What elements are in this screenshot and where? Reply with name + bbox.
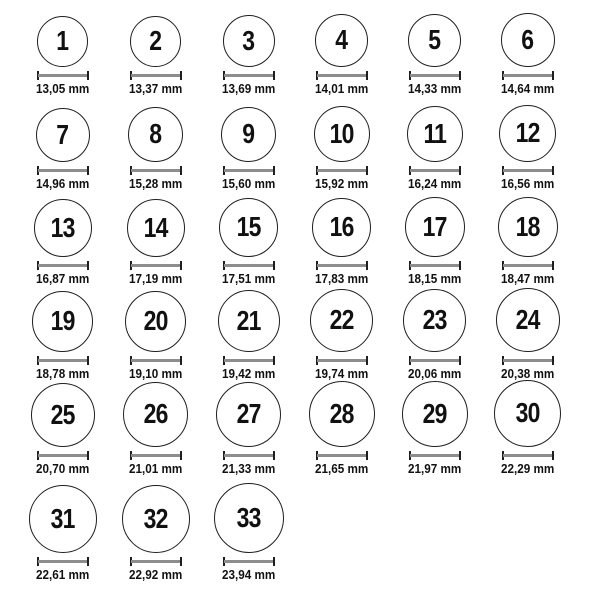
size-circle xyxy=(218,290,280,352)
ruler-right-tick-icon xyxy=(87,356,89,365)
diameter-label: 19,42 mm xyxy=(221,365,276,381)
ruler-right-tick-icon xyxy=(366,356,368,365)
ruler-right-tick-icon xyxy=(552,261,554,270)
ruler-bar-icon xyxy=(317,359,367,362)
ruler-bar-icon xyxy=(38,74,88,77)
size-circle xyxy=(221,107,276,162)
size-number: 8 xyxy=(149,118,162,150)
ruler-right-tick-icon xyxy=(459,71,461,80)
size-circle xyxy=(408,14,461,67)
diameter-ruler xyxy=(37,71,89,80)
ring-size-cell xyxy=(295,100,388,195)
size-number: 9 xyxy=(242,118,255,150)
ruler-bar-icon xyxy=(131,264,181,267)
size-circle xyxy=(314,106,370,162)
diameter-label: 20,06 mm xyxy=(407,365,462,381)
size-number: 24 xyxy=(515,303,540,335)
size-number: 14 xyxy=(143,211,168,243)
diameter-ruler xyxy=(316,261,368,270)
diameter-ruler xyxy=(316,166,368,175)
size-circle xyxy=(494,380,561,447)
size-number: 10 xyxy=(329,117,354,149)
size-number: 32 xyxy=(143,502,168,534)
size-circle xyxy=(310,289,373,352)
diameter-label: 13,37 mm xyxy=(128,80,183,96)
ruler-bar-icon xyxy=(38,454,88,457)
ring-size-cell xyxy=(388,5,481,100)
size-circle xyxy=(125,291,186,352)
ring-size-cell xyxy=(481,5,574,100)
ring-size-cell xyxy=(388,195,481,290)
ruler-right-tick-icon xyxy=(459,261,461,270)
ring-size-cell xyxy=(16,5,109,100)
ring-size-cell xyxy=(295,385,388,480)
diameter-label: 20,38 mm xyxy=(500,365,555,381)
diameter-label: 21,97 mm xyxy=(407,460,462,476)
ruler-right-tick-icon xyxy=(180,71,182,80)
ring-size-cell xyxy=(295,290,388,385)
diameter-ruler xyxy=(316,451,368,460)
ruler-bar-icon xyxy=(38,359,88,362)
diameter-label: 21,01 mm xyxy=(128,460,183,476)
ruler-bar-icon xyxy=(38,264,88,267)
diameter-ruler xyxy=(502,71,554,80)
size-circle xyxy=(309,381,375,447)
size-number: 23 xyxy=(422,304,447,336)
ruler-bar-icon xyxy=(503,359,553,362)
ruler-right-tick-icon xyxy=(273,71,275,80)
ruler-bar-icon xyxy=(131,169,181,172)
ruler-bar-icon xyxy=(317,454,367,457)
ruler-right-tick-icon xyxy=(459,451,461,460)
ruler-right-tick-icon xyxy=(273,356,275,365)
diameter-ruler xyxy=(37,261,89,270)
ring-size-cell xyxy=(202,5,295,100)
diameter-label: 20,70 mm xyxy=(35,460,90,476)
ruler-right-tick-icon xyxy=(87,166,89,175)
ring-size-cell xyxy=(109,385,202,480)
diameter-ruler xyxy=(316,71,368,80)
diameter-label: 19,74 mm xyxy=(314,365,369,381)
size-circle xyxy=(31,383,95,447)
ruler-right-tick-icon xyxy=(273,557,275,566)
ring-size-cell xyxy=(202,290,295,385)
diameter-label: 17,51 mm xyxy=(221,270,276,286)
diameter-ruler xyxy=(223,451,275,460)
diameter-ruler xyxy=(409,356,461,365)
diameter-ruler xyxy=(502,261,554,270)
diameter-ruler xyxy=(130,356,182,365)
ruler-bar-icon xyxy=(131,454,181,457)
diameter-label: 15,92 mm xyxy=(314,175,369,191)
ring-size-cell xyxy=(16,290,109,385)
ruler-bar-icon xyxy=(224,264,274,267)
ruler-right-tick-icon xyxy=(366,261,368,270)
size-circle xyxy=(32,291,93,352)
ruler-right-tick-icon xyxy=(552,71,554,80)
diameter-ruler xyxy=(37,356,89,365)
size-circle xyxy=(405,197,465,257)
ring-size-cell xyxy=(481,195,574,290)
ring-size-cell xyxy=(16,385,109,480)
diameter-label: 13,69 mm xyxy=(221,80,276,96)
ruler-bar-icon xyxy=(317,74,367,77)
ruler-right-tick-icon xyxy=(180,166,182,175)
ruler-bar-icon xyxy=(503,454,553,457)
diameter-label: 17,83 mm xyxy=(314,270,369,286)
size-circle xyxy=(403,289,466,352)
ruler-bar-icon xyxy=(131,74,181,77)
diameter-ruler xyxy=(130,71,182,80)
size-number: 15 xyxy=(236,211,261,243)
diameter-ruler xyxy=(130,261,182,270)
ruler-right-tick-icon xyxy=(180,356,182,365)
diameter-ruler xyxy=(223,71,275,80)
ring-size-cell xyxy=(202,100,295,195)
size-number: 3 xyxy=(242,24,255,56)
diameter-ruler xyxy=(37,451,89,460)
size-number: 29 xyxy=(422,397,447,429)
size-number: 16 xyxy=(329,211,354,243)
diameter-ruler xyxy=(409,166,461,175)
ruler-right-tick-icon xyxy=(273,166,275,175)
diameter-ruler xyxy=(409,261,461,270)
size-circle xyxy=(122,485,190,553)
ring-size-grid xyxy=(16,5,600,586)
size-circle xyxy=(498,197,558,257)
ruler-bar-icon xyxy=(224,74,274,77)
size-number: 28 xyxy=(329,397,354,429)
diameter-label: 14,01 mm xyxy=(314,80,369,96)
ruler-bar-icon xyxy=(503,169,553,172)
ring-size-cell xyxy=(202,385,295,480)
diameter-label: 14,96 mm xyxy=(35,175,90,191)
ruler-bar-icon xyxy=(38,169,88,172)
ruler-right-tick-icon xyxy=(552,451,554,460)
diameter-label: 22,29 mm xyxy=(500,460,555,476)
size-number: 4 xyxy=(335,24,348,56)
size-number: 17 xyxy=(422,210,447,242)
diameter-label: 21,33 mm xyxy=(221,460,276,476)
ring-size-cell xyxy=(481,385,574,480)
ruler-right-tick-icon xyxy=(366,166,368,175)
ruler-right-tick-icon xyxy=(459,166,461,175)
diameter-ruler xyxy=(130,451,182,460)
diameter-label: 18,78 mm xyxy=(35,365,90,381)
size-circle xyxy=(312,198,371,257)
ring-size-cell xyxy=(388,290,481,385)
size-number: 18 xyxy=(515,210,540,242)
size-number: 11 xyxy=(423,117,446,149)
size-number: 2 xyxy=(149,25,162,57)
ring-size-cell xyxy=(202,195,295,290)
ring-size-cell xyxy=(16,100,109,195)
size-number: 6 xyxy=(521,23,534,55)
diameter-ruler xyxy=(37,557,89,566)
size-circle xyxy=(223,15,275,67)
size-circle xyxy=(402,381,468,447)
ring-size-cell xyxy=(481,100,574,195)
ruler-right-tick-icon xyxy=(552,356,554,365)
diameter-label: 15,28 mm xyxy=(128,175,183,191)
diameter-label: 14,33 mm xyxy=(407,80,462,96)
ring-size-cell xyxy=(202,480,295,586)
diameter-label: 18,15 mm xyxy=(407,270,462,286)
size-circle xyxy=(315,14,368,67)
ring-size-cell xyxy=(109,480,202,586)
size-circle xyxy=(499,105,556,162)
ruler-bar-icon xyxy=(503,74,553,77)
size-number: 19 xyxy=(50,305,75,337)
ruler-bar-icon xyxy=(131,359,181,362)
diameter-label: 15,60 mm xyxy=(221,175,276,191)
diameter-ruler xyxy=(502,356,554,365)
ruler-bar-icon xyxy=(224,454,274,457)
size-circle xyxy=(496,288,560,352)
size-number: 30 xyxy=(515,397,540,429)
diameter-label: 23,94 mm xyxy=(221,566,276,582)
diameter-ruler xyxy=(130,166,182,175)
ruler-right-tick-icon xyxy=(366,71,368,80)
ruler-bar-icon xyxy=(410,264,460,267)
diameter-label: 16,87 mm xyxy=(35,270,90,286)
ruler-right-tick-icon xyxy=(87,451,89,460)
ruler-bar-icon xyxy=(410,74,460,77)
size-circle xyxy=(128,107,183,162)
ring-size-cell xyxy=(481,290,574,385)
ruler-right-tick-icon xyxy=(180,451,182,460)
ruler-right-tick-icon xyxy=(87,71,89,80)
ruler-right-tick-icon xyxy=(273,261,275,270)
ring-size-cell xyxy=(109,100,202,195)
size-number: 27 xyxy=(236,398,261,430)
size-number: 22 xyxy=(329,304,354,336)
ruler-right-tick-icon xyxy=(87,261,89,270)
ruler-bar-icon xyxy=(131,560,181,563)
diameter-ruler xyxy=(502,451,554,460)
size-number: 12 xyxy=(515,117,540,149)
ruler-bar-icon xyxy=(410,454,460,457)
size-number: 1 xyxy=(56,25,69,57)
diameter-label: 18,47 mm xyxy=(500,270,555,286)
diameter-ruler xyxy=(316,356,368,365)
ruler-bar-icon xyxy=(317,169,367,172)
diameter-ruler xyxy=(223,166,275,175)
diameter-label: 19,10 mm xyxy=(128,365,183,381)
size-number: 26 xyxy=(143,398,168,430)
diameter-label: 22,92 mm xyxy=(128,566,183,582)
diameter-ruler xyxy=(223,557,275,566)
diameter-ruler xyxy=(223,356,275,365)
size-circle xyxy=(34,199,92,257)
ring-size-cell xyxy=(295,5,388,100)
ruler-bar-icon xyxy=(38,560,88,563)
ruler-right-tick-icon xyxy=(180,557,182,566)
size-circle xyxy=(501,13,555,67)
size-circle xyxy=(216,382,281,447)
ring-size-cell xyxy=(16,480,109,586)
diameter-label: 17,19 mm xyxy=(128,270,183,286)
ruler-right-tick-icon xyxy=(273,451,275,460)
ring-size-cell xyxy=(295,195,388,290)
size-circle xyxy=(123,382,188,447)
diameter-ruler xyxy=(223,261,275,270)
size-circle xyxy=(407,106,463,162)
size-circle xyxy=(29,485,97,553)
size-number: 25 xyxy=(50,398,75,430)
size-circle xyxy=(37,16,88,67)
ruler-right-tick-icon xyxy=(180,261,182,270)
ring-size-cell xyxy=(16,195,109,290)
ruler-bar-icon xyxy=(224,169,274,172)
ruler-right-tick-icon xyxy=(87,557,89,566)
diameter-ruler xyxy=(502,166,554,175)
diameter-ruler xyxy=(409,451,461,460)
ruler-bar-icon xyxy=(410,169,460,172)
size-circle xyxy=(130,16,181,67)
diameter-label: 16,24 mm xyxy=(407,175,462,191)
size-number: 31 xyxy=(50,502,75,534)
ruler-right-tick-icon xyxy=(459,356,461,365)
diameter-ruler xyxy=(409,71,461,80)
ring-size-cell xyxy=(109,290,202,385)
diameter-label: 16,56 mm xyxy=(500,175,555,191)
ring-size-cell xyxy=(388,385,481,480)
size-number: 5 xyxy=(428,24,441,56)
size-number: 20 xyxy=(143,305,168,337)
ring-size-cell xyxy=(388,100,481,195)
ruler-right-tick-icon xyxy=(366,451,368,460)
ruler-bar-icon xyxy=(224,359,274,362)
ruler-bar-icon xyxy=(224,560,274,563)
ruler-bar-icon xyxy=(410,359,460,362)
ruler-right-tick-icon xyxy=(552,166,554,175)
size-circle xyxy=(219,198,278,257)
size-circle xyxy=(214,483,284,553)
size-number: 21 xyxy=(236,304,261,336)
size-circle xyxy=(36,108,90,162)
diameter-ruler xyxy=(130,557,182,566)
diameter-ruler xyxy=(37,166,89,175)
size-number: 13 xyxy=(50,211,75,243)
size-number: 7 xyxy=(56,118,69,150)
diameter-label: 14,64 mm xyxy=(500,80,555,96)
size-number: 33 xyxy=(236,501,261,533)
ruler-bar-icon xyxy=(317,264,367,267)
ruler-bar-icon xyxy=(503,264,553,267)
ring-size-cell xyxy=(109,5,202,100)
size-circle xyxy=(127,199,185,257)
ring-size-cell xyxy=(109,195,202,290)
diameter-label: 21,65 mm xyxy=(314,460,369,476)
diameter-label: 13,05 mm xyxy=(35,80,90,96)
diameter-label: 22,61 mm xyxy=(35,566,90,582)
